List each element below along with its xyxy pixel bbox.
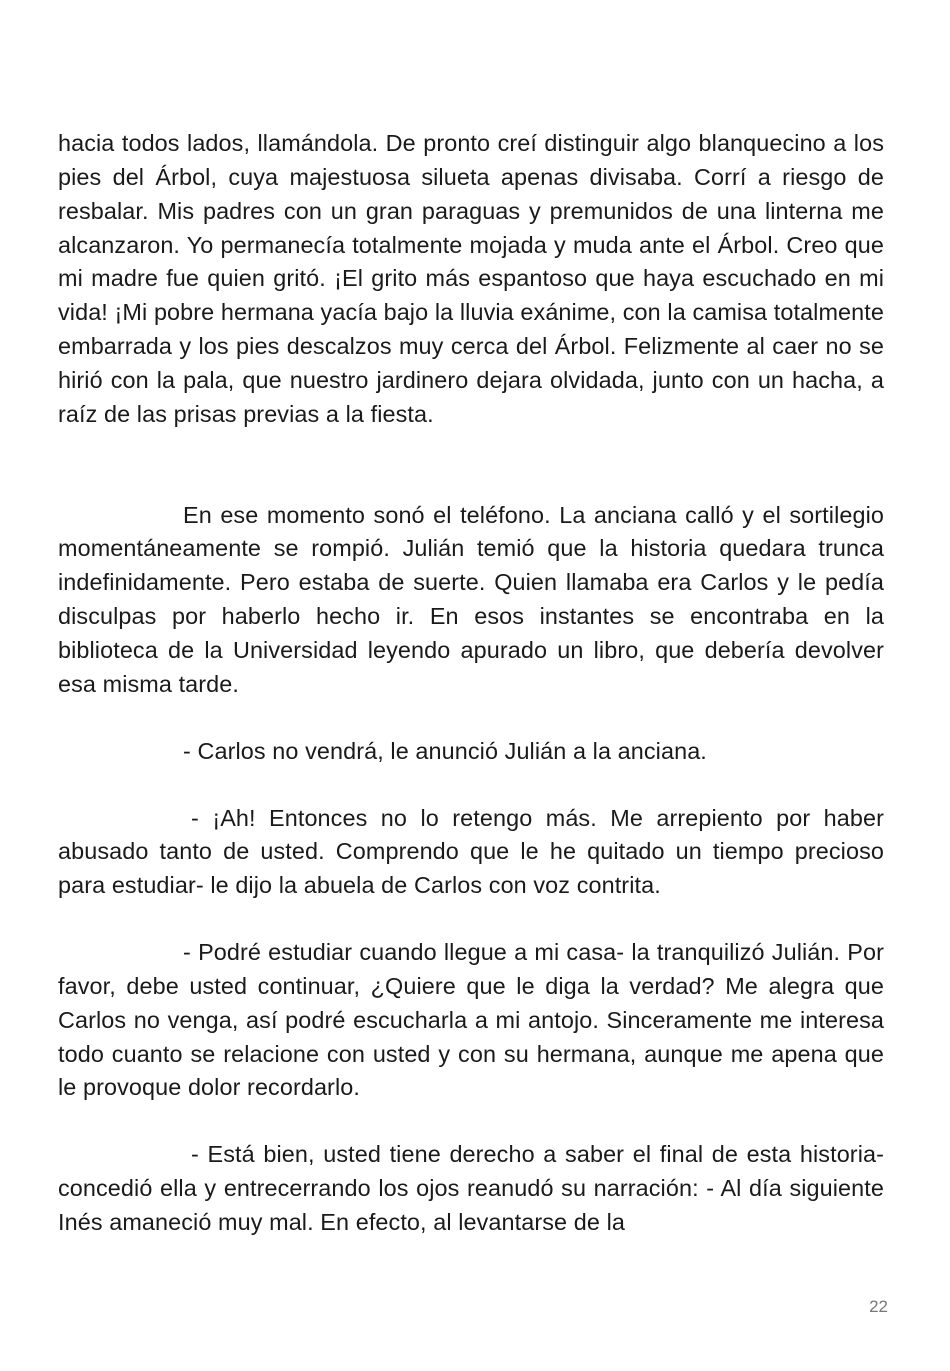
document-page	[58, 127, 884, 1240]
dialogue-grandmother-apology: - ¡Ah! Entonces no lo retengo más. Me arrepiento por haber abusado tanto de usted. Comprendo que le he quitado un tiempo precioso para estudiar- le dijo la abuela de Carlos con voz contrita.	[58, 804, 884, 899]
dialogue-carlos-not-coming: - Carlos no vendrá, le anunció Julián a la anciana.	[183, 737, 707, 764]
page-number: 22	[869, 1297, 888, 1316]
paragraph-continuation: hacia todos lados, llamándola. De pronto creí distinguir algo blanquecino a los pies del Árbol, cuya majestuosa silueta apenas divisaba. Corrí a riesgo de resbalar. Mis padres con un gran paraguas y premunidos de una linterna me alcanzaron. Yo permanecía totalmente mojada y muda ante el Árbol. Creo que mi madre fue quien gritó. ¡El grito más espantoso que haya escuchado en mi vida! ¡Mi pobre hermana yacía bajo la lluvia exánime, con la camisa totalmente embarrada y los pies descalzos muy cerca del Árbol. Felizmente al caer no se hirió con la pala, que nuestro jardinero dejara olvidada, junto con un hacha, a raíz de las prisas previas a la fiesta.	[58, 130, 884, 427]
paragraph-phone-call: En ese momento sonó el teléfono. La anciana calló y el sortilegio momentáneamente se rompió. Julián temió que la historia quedara trunca indefinidamente. Pero estaba de suerte. Quien llamaba era Carlos y le pedía disculpas por haberlo hecho ir. En esos instantes se encontraba en la biblioteca de la Universidad leyendo apurado un libro, que debería devolver esa misma tarde.	[58, 501, 884, 697]
dialogue-story-resumes: - Está bien, usted tiene derecho a saber el final de esta historia- concedió ella y entrecerrando los ojos reanudó su narración: - Al día siguiente Inés amaneció muy mal. En efecto, al levantarse de la	[58, 1141, 884, 1235]
dialogue-julian-reply: - Podré estudiar cuando llegue a mi casa- la tranquilizó Julián. Por favor, debe usted continuar, ¿Quiere que le diga la verdad? Me alegra que Carlos no venga, así podré escucharla a mi antojo. Sinceramente me interesa todo cuanto se relacione con usted y con su hermana, aunque me apena que le provoque dolor recordarlo.	[58, 939, 884, 1101]
